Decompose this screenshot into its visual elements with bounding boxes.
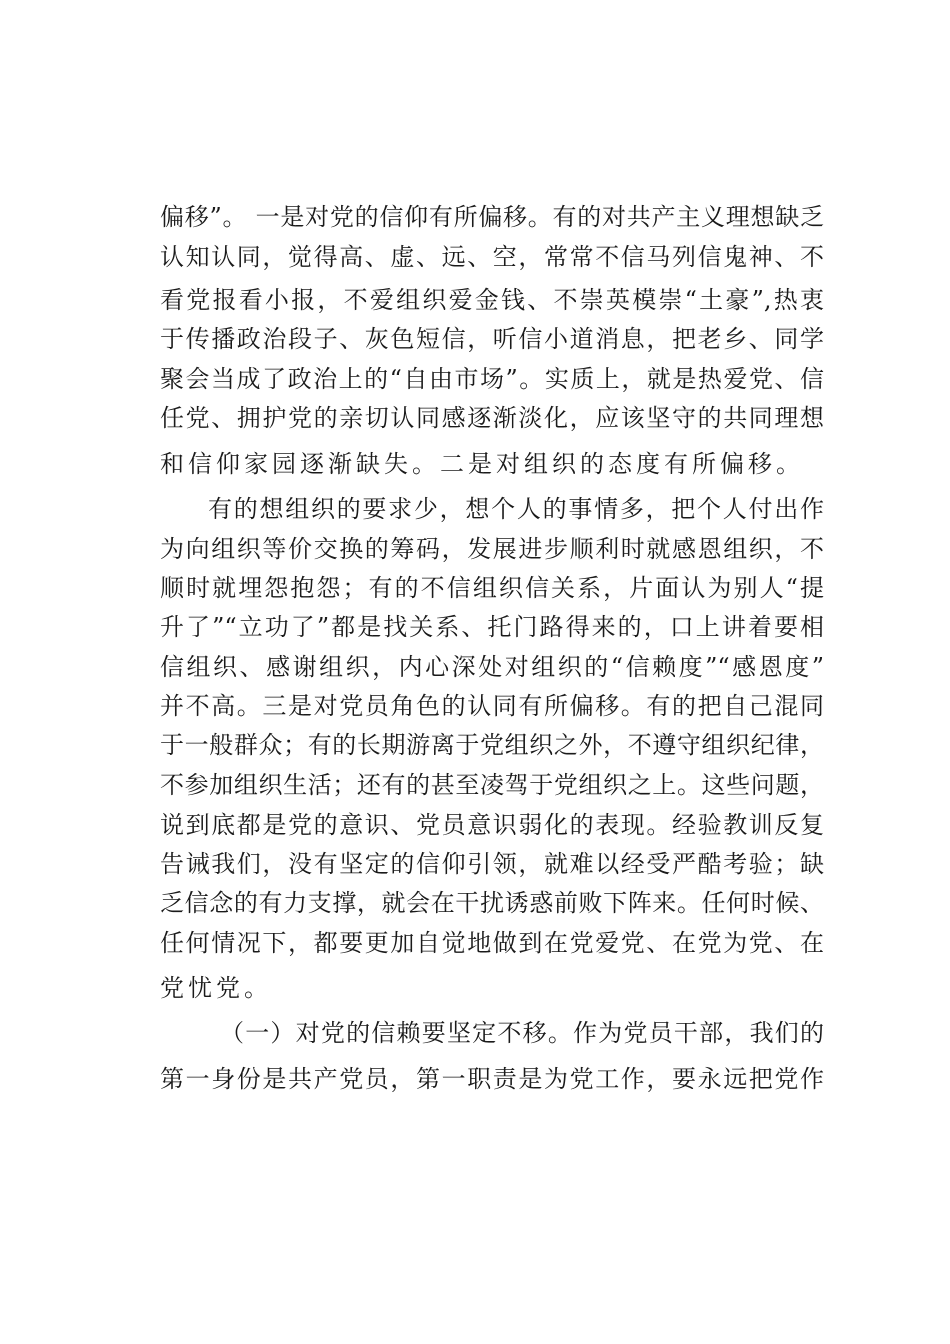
text-line: 升了”“立功了”都是找关系、托门路得来的，口上讲着要相	[160, 613, 824, 641]
text-line: 于一般群众；有的长期游离于党组织之外，不遵守组织纪律，	[160, 731, 824, 759]
text-line: 为向组织等价交换的筹码，发展进步顺利时就感恩组织，不	[160, 535, 824, 563]
text-line: 党忧党。	[160, 974, 272, 1002]
text-line: 任何情况下，都要更加自觉地做到在党爱党、在党为党、在	[160, 929, 824, 957]
text-line: 偏移”。 一是对党的信仰有所偏移。有的对共产主义理想缺乏	[160, 203, 824, 231]
text-line: 信组织、感谢组织，内心深处对组织的“信赖度”“感恩度”	[160, 653, 824, 681]
text-line: 说到底都是党的意识、党员意识弱化的表现。经验教训反复	[160, 811, 824, 839]
text-line: 聚会当成了政治上的“自由市场”。实质上，就是热爱党、信	[160, 365, 824, 393]
text-line: 看党报看小报，不爱组织爱金钱、不崇英模崇“土豪”,热衷	[160, 286, 824, 314]
text-line: 认知认同，觉得高、虚、远、空，常常不信马列信鬼神、不	[160, 243, 824, 271]
text-line: 任党、拥护党的亲切认同感逐渐淡化，应该坚守的共同理想	[160, 404, 824, 432]
text-line: 不参加组织生活；还有的甚至凌驾于党组织之上。这些问题，	[160, 771, 824, 799]
text-line: 于传播政治段子、灰色短信，听信小道消息，把老乡、同学	[160, 325, 824, 353]
text-line: 并不高。三是对党员角色的认同有所偏移。有的把自己混同	[160, 692, 824, 720]
text-line: 有的想组织的要求少，想个人的事情多，把个人付出作	[208, 495, 824, 523]
text-line: 顺时就埋怨抱怨；有的不信组织信关系，片面认为别人“提	[160, 574, 824, 602]
text-line: 第一身份是共产党员，第一职责是为党工作，要永远把党作	[160, 1065, 824, 1093]
text-line: 和信仰家园逐渐缺失。二是对组织的态度有所偏移。	[160, 450, 804, 478]
text-line: 告诫我们，没有坚定的信仰引领，就难以经受严酷考验；缺	[160, 850, 824, 878]
section-heading: （一）对党的信赖要坚定不移。作为党员干部，我们的	[220, 1019, 824, 1047]
text-line: 乏信念的有力支撑，就会在干扰诱惑前败下阵来。任何时候、	[160, 889, 824, 917]
